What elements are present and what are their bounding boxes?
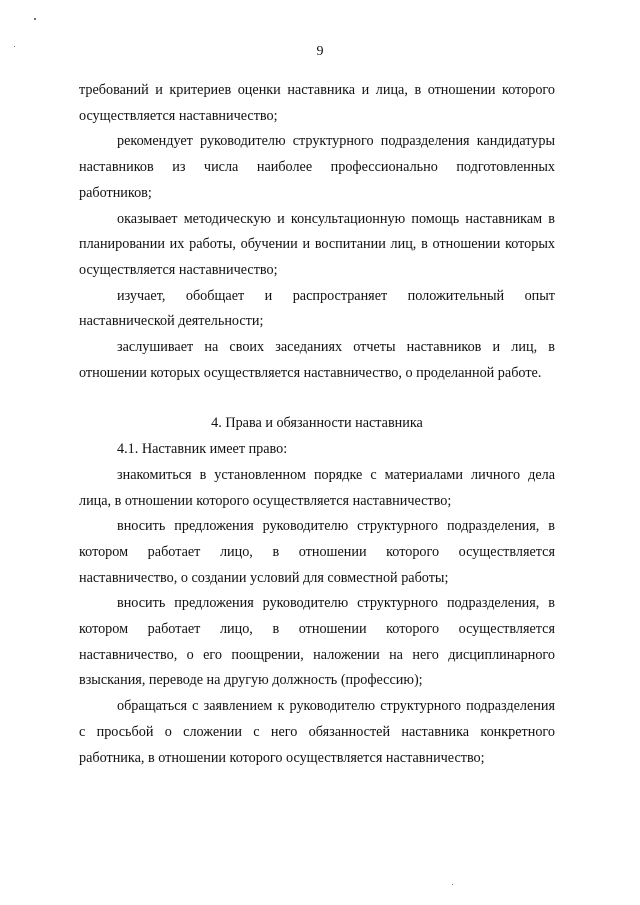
paragraph-recommends: рекомендует руководителю структурного подразделения кандидатуры наставников из числа наиболее профессионально подготовленных работников; [79,133,555,201]
right-item-release-request: обращаться с заявлением к руководителю структурного подразделения с просьбой о сложении с него обязанностей наставника конкретного работника, в отношении которого осуществляется наставничество; [79,698,555,766]
scan-speck [34,18,36,20]
scan-speck [452,884,453,885]
paragraph-methodical-help: оказывает методическую и консультационную помощь наставникам в планировании их работы, обучении и воспитании лиц, в отношении которых осуществляется наставничество; [79,210,555,278]
subsection-heading: 4.1. Наставник имеет право: [117,441,288,458]
page-number: 9 [316,44,324,59]
paragraph-continuation: требований и критериев оценки наставника и лица, в отношении которого осуществляется наставничество; [79,82,555,124]
paragraph-studies-experience: изучает, обобщает и распространяет положительный опыт наставнической деятельности; [79,287,555,330]
document-body [79,78,555,771]
right-item-joint-work-conditions: вносить предложения руководителю структурного подразделения, в котором работает лицо, в отношении которого осуществляется наставничество, о создании условий для совместной работы; [79,518,555,586]
right-item-incentives-and-discipline: вносить предложения руководителю структурного подразделения, в котором работает лицо, в отношении которого осуществляется наставничество, о его поощрении, наложении на него дисциплинарного взыскания, переводе на другую должность (профессию); [79,595,555,689]
paragraph-hears-reports: заслушивает на своих заседаниях отчеты наставников и лиц, в отношении которых осуществляется наставничество, о проделанной работе. [79,339,555,381]
right-item-personal-file: знакомиться в установленном порядке с материалами личного дела лица, в отношении которого осуществляется наставничество; [79,466,555,509]
section-heading: 4. Права и обязанности наставника [211,415,423,432]
